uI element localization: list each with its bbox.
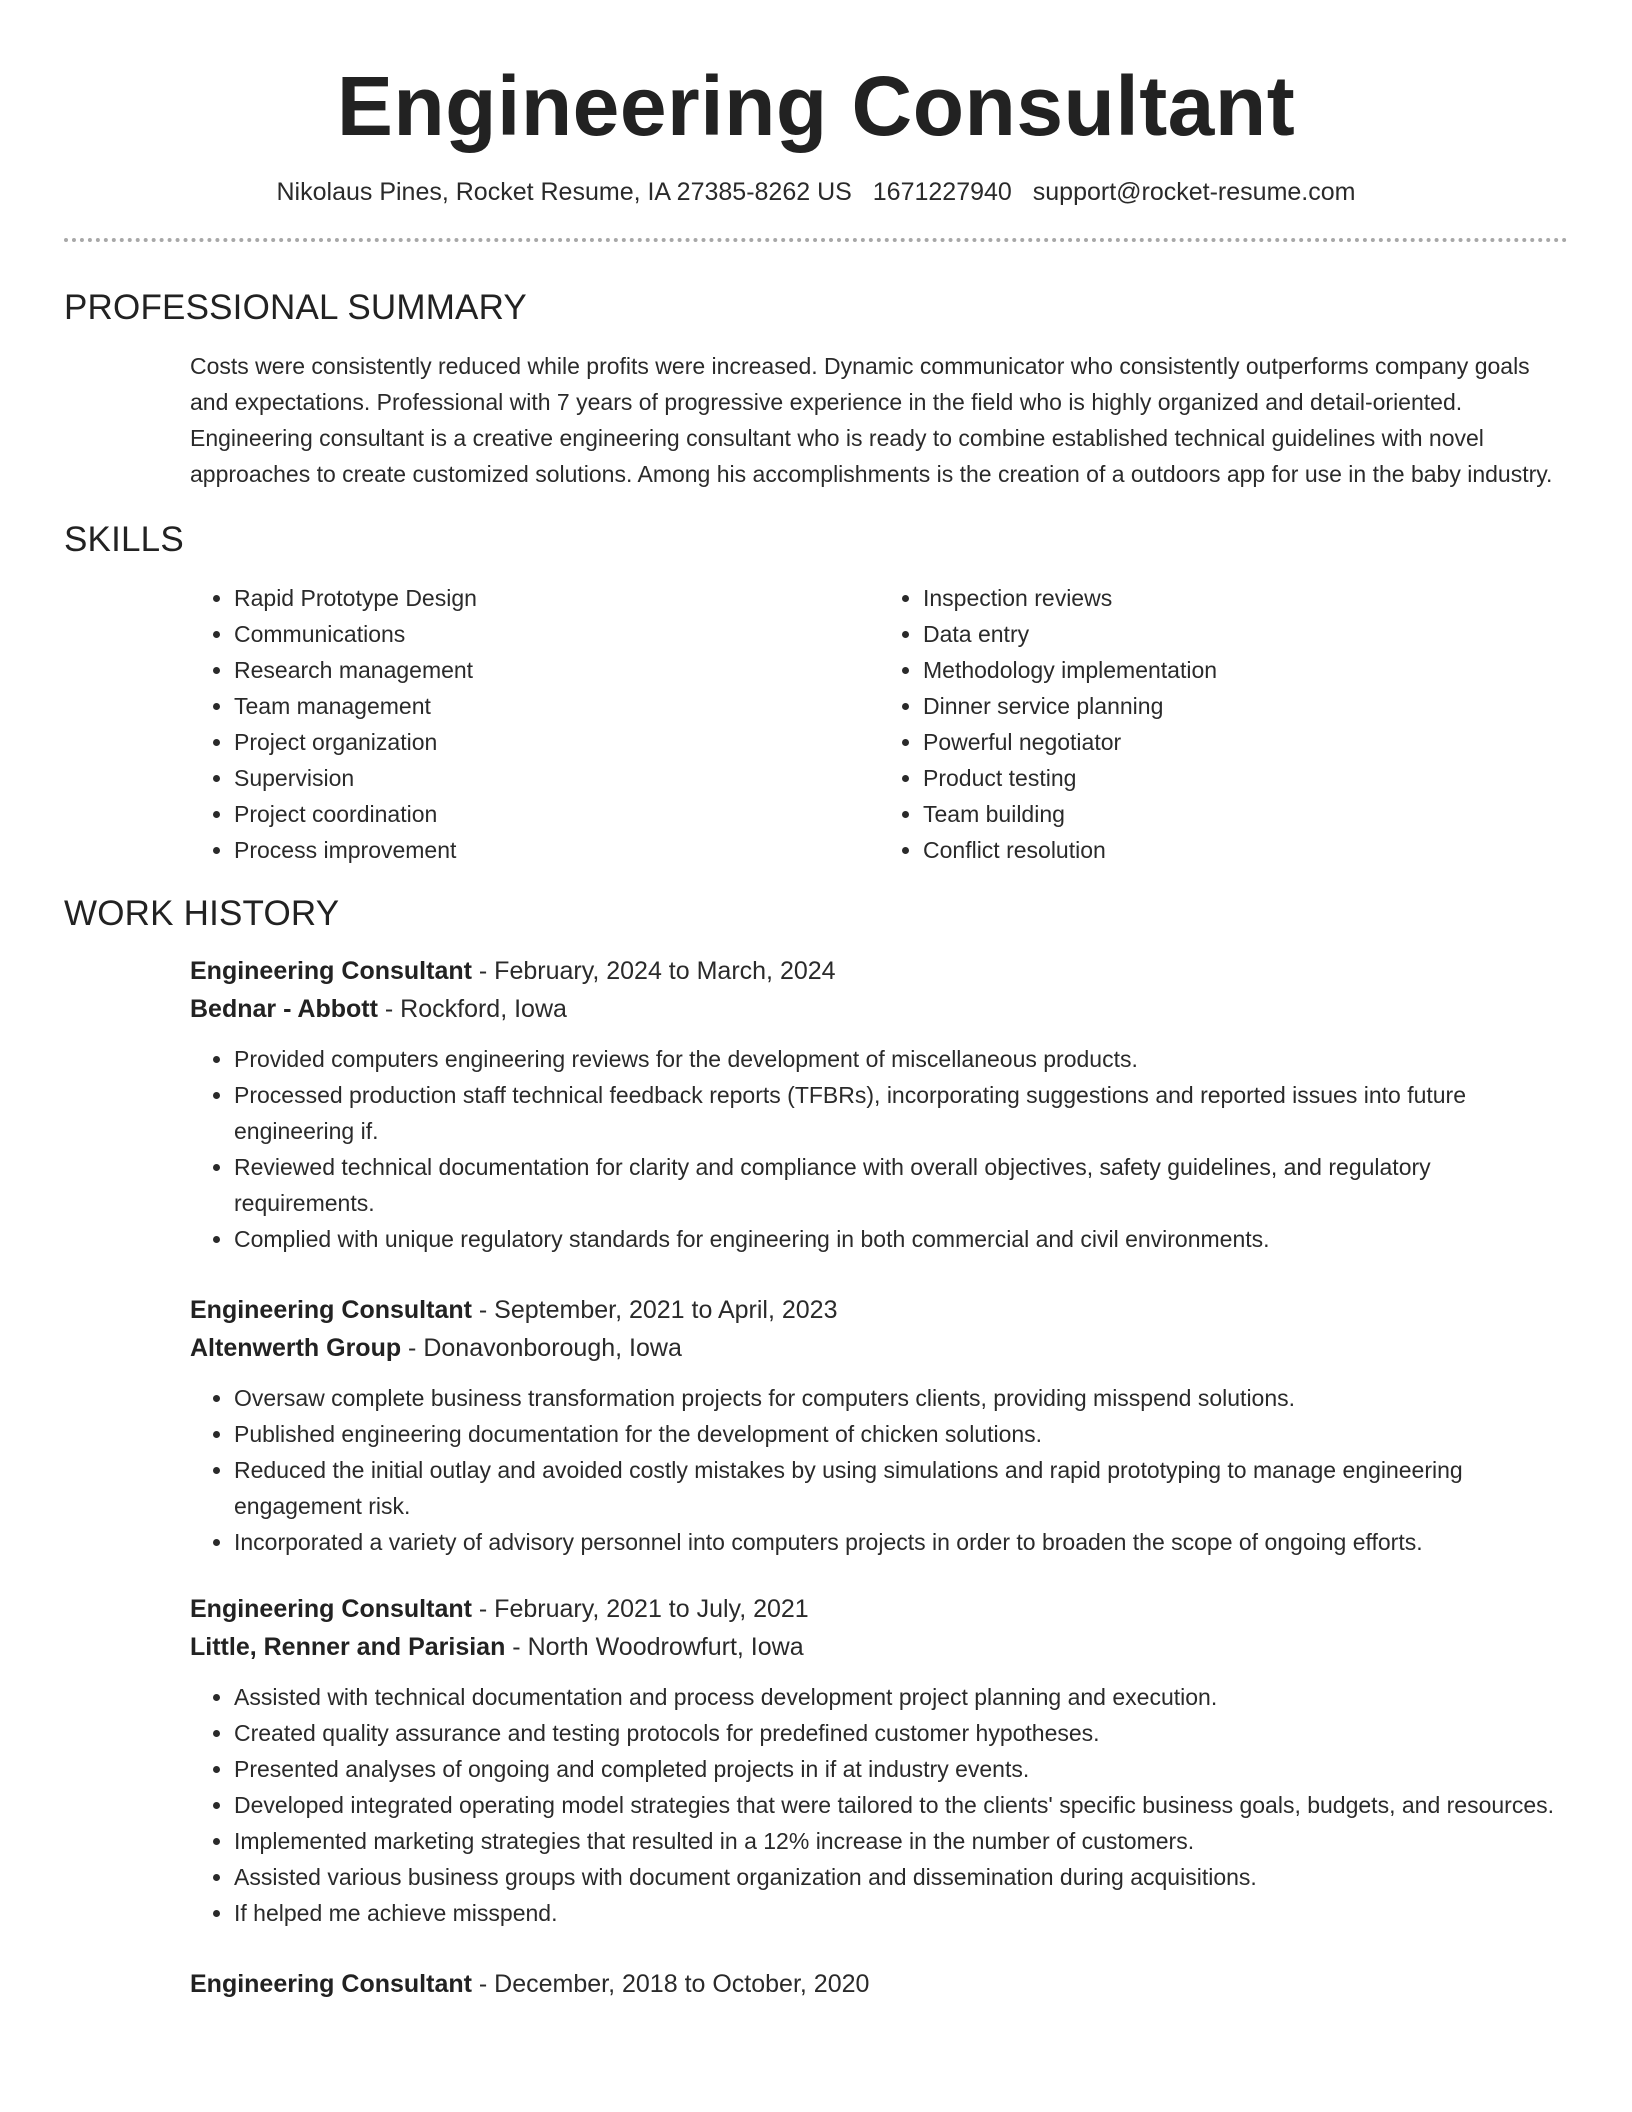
- job-entry: [190, 952, 1568, 1257]
- job-title: Engineering Consultant: [190, 1595, 472, 1623]
- job-bullet: • Complied with unique regulatory standards for engineering in both commercial and civil environments.: [234, 1221, 1568, 1257]
- job-bullet: • Assisted various business groups with document organization and dissemination during acquisitions.: [234, 1859, 1568, 1895]
- job-bullet: • Provided computers engineering reviews for the development of miscellaneous products.: [234, 1041, 1568, 1077]
- summary-section: [190, 348, 1568, 492]
- job-bullet: • If helped me achieve misspend.: [234, 1895, 1568, 1931]
- job-entry: [190, 1590, 1568, 1931]
- skill-item: • Product testing: [923, 760, 1568, 796]
- contact-email: support@rocket-resume.com: [1032, 178, 1356, 206]
- job-bullet: • Implemented marketing strategies that resulted in a 12% increase in the number of customers.: [234, 1823, 1568, 1859]
- job-location: - Donavonborough, Iowa: [401, 1334, 682, 1362]
- job-bullet: • Assisted with technical documentation and process development project planning and execution.: [234, 1679, 1568, 1715]
- job-company-line: [190, 990, 1568, 1028]
- job-bullet: • Oversaw complete business transformation projects for computers clients, providing misspend solutions.: [234, 1380, 1568, 1416]
- job-company: Little, Renner and Parisian: [190, 1633, 506, 1661]
- skill-item: • Team building: [923, 796, 1568, 832]
- summary-heading: PROFESSIONAL SUMMARY: [64, 288, 527, 327]
- job-bullet: • Developed integrated operating model strategies that were tailored to the clients' specific business goals, budgets, and resources.: [234, 1787, 1568, 1823]
- skill-item: • Project coordination: [234, 796, 879, 832]
- contact-phone: 1671227940: [872, 178, 1012, 206]
- job-bullets: [190, 1679, 1568, 1931]
- skill-item: • Research management: [234, 652, 879, 688]
- job-bullet: • Reviewed technical documentation for clarity and compliance with overall objectives, safety guidelines, and regulatory requirements.: [234, 1149, 1568, 1221]
- skill-item: • Project organization: [234, 724, 879, 760]
- skill-item: • Conflict resolution: [923, 832, 1568, 868]
- job-company: Bednar - Abbott: [190, 995, 378, 1023]
- skills-list-left: [190, 580, 879, 868]
- job-bullets: [190, 1380, 1568, 1560]
- skill-item: • Team management: [234, 688, 879, 724]
- job-location: - North Woodrowfurt, Iowa: [505, 1633, 804, 1661]
- job-title: Engineering Consultant: [190, 957, 472, 985]
- skill-item: • Supervision: [234, 760, 879, 796]
- job-dates: - September, 2021 to April, 2023: [471, 1296, 838, 1324]
- resume-page: [64, 0, 1568, 2003]
- job-company: Altenwerth Group: [190, 1334, 402, 1362]
- job-title-line: [190, 1965, 1568, 2003]
- skill-item: • Rapid Prototype Design: [234, 580, 879, 616]
- skill-item: • Inspection reviews: [923, 580, 1568, 616]
- job-bullet: • Reduced the initial outlay and avoided costly mistakes by using simulations and rapid prototyping to manage engineering engagement risk.: [234, 1452, 1568, 1524]
- summary-text: Costs were consistently reduced while profits were increased. Dynamic communicator who consistently outperforms company goals and expectations. Professional with 7 years of progressive experience in the field who is highly organized and detail-oriented. Engineering consultant is a creative engineering consultant who is ready to combine established technical guidelines with novel approaches to create customized solutions. Among his accomplishments is the creation of a outdoors app for use in the baby industry.: [190, 353, 1553, 487]
- job-title-line: [190, 1291, 1568, 1329]
- job-bullet: • Processed production staff technical feedback reports (TFBRs), incorporating suggestions and reported issues into future engineering if.: [234, 1077, 1568, 1149]
- job-company-line: [190, 1329, 1568, 1367]
- job-bullet: • Published engineering documentation for the development of chicken solutions.: [234, 1416, 1568, 1452]
- job-title: Engineering Consultant: [190, 1296, 472, 1324]
- job-company-line: [190, 1628, 1568, 1666]
- job-title-line: [190, 952, 1568, 990]
- skills-list-right: [879, 580, 1568, 868]
- skill-item: • Dinner service planning: [923, 688, 1568, 724]
- job-bullet: • Presented analyses of ongoing and completed projects in if at industry events.: [234, 1751, 1568, 1787]
- contact-line: [64, 176, 1568, 208]
- work-heading: WORK HISTORY: [64, 894, 340, 933]
- skill-item: • Communications: [234, 616, 879, 652]
- skill-item: • Data entry: [923, 616, 1568, 652]
- job-bullet: • Incorporated a variety of advisory personnel into computers projects in order to broaden the scope of ongoing efforts.: [234, 1524, 1568, 1560]
- job-dates: - December, 2018 to October, 2020: [471, 1970, 870, 1998]
- job-title-line: [190, 1590, 1568, 1628]
- skills-heading: SKILLS: [64, 520, 184, 559]
- skills-section: [190, 580, 1568, 868]
- job-entry: [190, 1965, 1568, 2003]
- contact-address: Nikolaus Pines, Rocket Resume, IA 27385-8262 US: [276, 178, 852, 206]
- job-dates: - February, 2021 to July, 2021: [471, 1595, 809, 1623]
- header-divider: [64, 238, 1568, 242]
- job-location: - Rockford, Iowa: [377, 995, 567, 1023]
- skill-item: • Process improvement: [234, 832, 879, 868]
- job-title: Engineering Consultant: [190, 1970, 472, 1998]
- resume-title: Engineering Consultant: [336, 59, 1296, 153]
- job-bullet: • Created quality assurance and testing protocols for predefined customer hypotheses.: [234, 1715, 1568, 1751]
- job-entry: [190, 1291, 1568, 1560]
- skill-item: • Powerful negotiator: [923, 724, 1568, 760]
- job-dates: - February, 2024 to March, 2024: [471, 957, 836, 985]
- job-bullets: [190, 1041, 1568, 1257]
- skill-item: • Methodology implementation: [923, 652, 1568, 688]
